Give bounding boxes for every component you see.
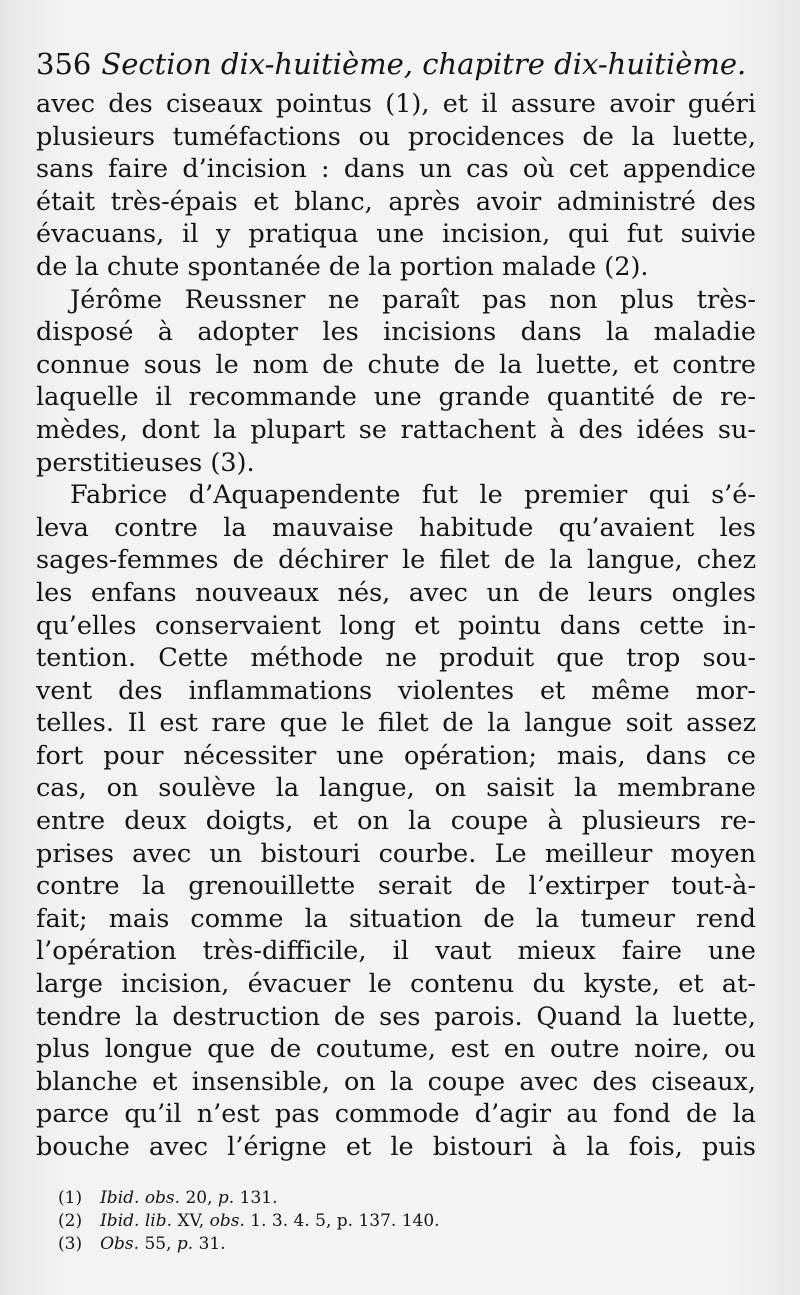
text-line: évacuans, il y pratiqua une incision, qui fut suivie bbox=[36, 219, 756, 250]
text-line: large incision, évacuer le contenu du kyste, et at- bbox=[36, 969, 756, 1000]
text-line: plusieurs tuméfactions ou procidences de la luette, bbox=[36, 121, 756, 152]
page-number: 356 bbox=[36, 47, 92, 81]
footnote-page-prefix: obs. bbox=[209, 1211, 245, 1231]
footnote-page-prefix: p. bbox=[176, 1234, 194, 1254]
footnote-mark: (1) bbox=[58, 1188, 83, 1208]
text-line: parce qu’il n’est pas commode d’agir au fond de la bbox=[36, 1099, 756, 1130]
text-line: fort pour nécessiter une opération; mais, dans ce bbox=[36, 740, 756, 771]
text-line: connue sous le nom de chute de la luette, et contre bbox=[36, 349, 756, 380]
footnote-page: 1. 3. 4. 5, p. 137. 140. bbox=[244, 1211, 440, 1231]
text-line: perstitieuses (3). bbox=[36, 447, 255, 478]
footnote-page: 131. bbox=[234, 1188, 278, 1208]
page-header bbox=[36, 44, 766, 84]
text-line: Fabrice d’Aquapendente fut le premier qui s’é- bbox=[70, 480, 756, 511]
text-line: bouche avec l’érigne et le bistouri à la fois, puis bbox=[36, 1132, 756, 1162]
footnote bbox=[58, 1210, 658, 1233]
footnote-mark: (3) bbox=[58, 1234, 83, 1254]
text-line: de la chute spontanée de la portion malade (2). bbox=[36, 251, 649, 282]
footnote-ref: Ibid. lib. bbox=[100, 1211, 172, 1231]
footnote bbox=[58, 1187, 658, 1210]
footnote-page-prefix: p. bbox=[217, 1188, 235, 1208]
text-line: cas, on soulève la langue, on saisit la membrane bbox=[36, 773, 756, 804]
footnote-number: XV, bbox=[171, 1211, 210, 1231]
text-line: sages-femmes de déchirer le filet de la langue, chez bbox=[36, 545, 756, 576]
text-line: laquelle il recommande une grande quantité de re- bbox=[36, 382, 756, 413]
footnote-ref: Obs. bbox=[100, 1234, 140, 1254]
text-line: tention. Cette méthode ne produit que trop sou- bbox=[36, 643, 756, 674]
body-text bbox=[36, 88, 756, 1164]
text-line: Jérôme Reussner ne paraît pas non plus très- bbox=[70, 284, 756, 315]
text-line: sans faire d’incision : dans un cas où cet appendice bbox=[36, 154, 756, 185]
text-line: contre la grenouillette serait de l’extirper tout-à- bbox=[36, 871, 756, 902]
text-line: l’opération très-difficile, il vaut mieux faire une bbox=[36, 936, 756, 967]
text-line: leva contre la mauvaise habitude qu’avaient les bbox=[36, 512, 756, 543]
text-line: blanche et insensible, on la coupe avec des ciseaux, bbox=[36, 1066, 756, 1097]
text-line: mèdes, dont la plupart se rattachent à des idées su- bbox=[36, 414, 756, 445]
text-line: disposé à adopter les incisions dans la maladie bbox=[36, 317, 756, 348]
text-line: avec des ciseaux pointus (1), et il assure avoir guéri bbox=[36, 89, 756, 119]
footnote-number: 55, bbox=[139, 1234, 177, 1254]
text-line: vent des inflammations violentes et même mor- bbox=[36, 675, 756, 706]
text-line: plus longue que de coutume, est en outre noire, ou bbox=[36, 1034, 756, 1065]
text-line: tendre la destruction de ses parois. Quand la luette, bbox=[36, 1001, 756, 1032]
footnote-mark: (2) bbox=[58, 1211, 83, 1231]
footnote-number: 20, bbox=[180, 1188, 218, 1208]
running-title: Section dix-huitième, chapitre dix-huitième. bbox=[101, 47, 747, 81]
text-line: les enfans nouveaux nés, avec un de leurs ongles bbox=[36, 577, 756, 608]
footnote-ref: Ibid. obs. bbox=[100, 1188, 181, 1208]
footnote bbox=[58, 1233, 658, 1256]
footnote-page: 31. bbox=[193, 1234, 226, 1254]
footnotes bbox=[58, 1187, 658, 1256]
text-line: fait; mais comme la situation de la tumeur rend bbox=[36, 903, 756, 934]
text-line: telles. Il est rare que le filet de la langue soit assez bbox=[36, 708, 756, 739]
text-line: était très-épais et blanc, après avoir administré des bbox=[36, 186, 756, 217]
text-line: qu’elles conservaient long et pointu dans cette in- bbox=[36, 610, 756, 641]
text-line: entre deux doigts, et on la coupe à plusieurs re- bbox=[36, 806, 756, 837]
text-line: prises avec un bistouri courbe. Le meilleur moyen bbox=[36, 838, 756, 869]
